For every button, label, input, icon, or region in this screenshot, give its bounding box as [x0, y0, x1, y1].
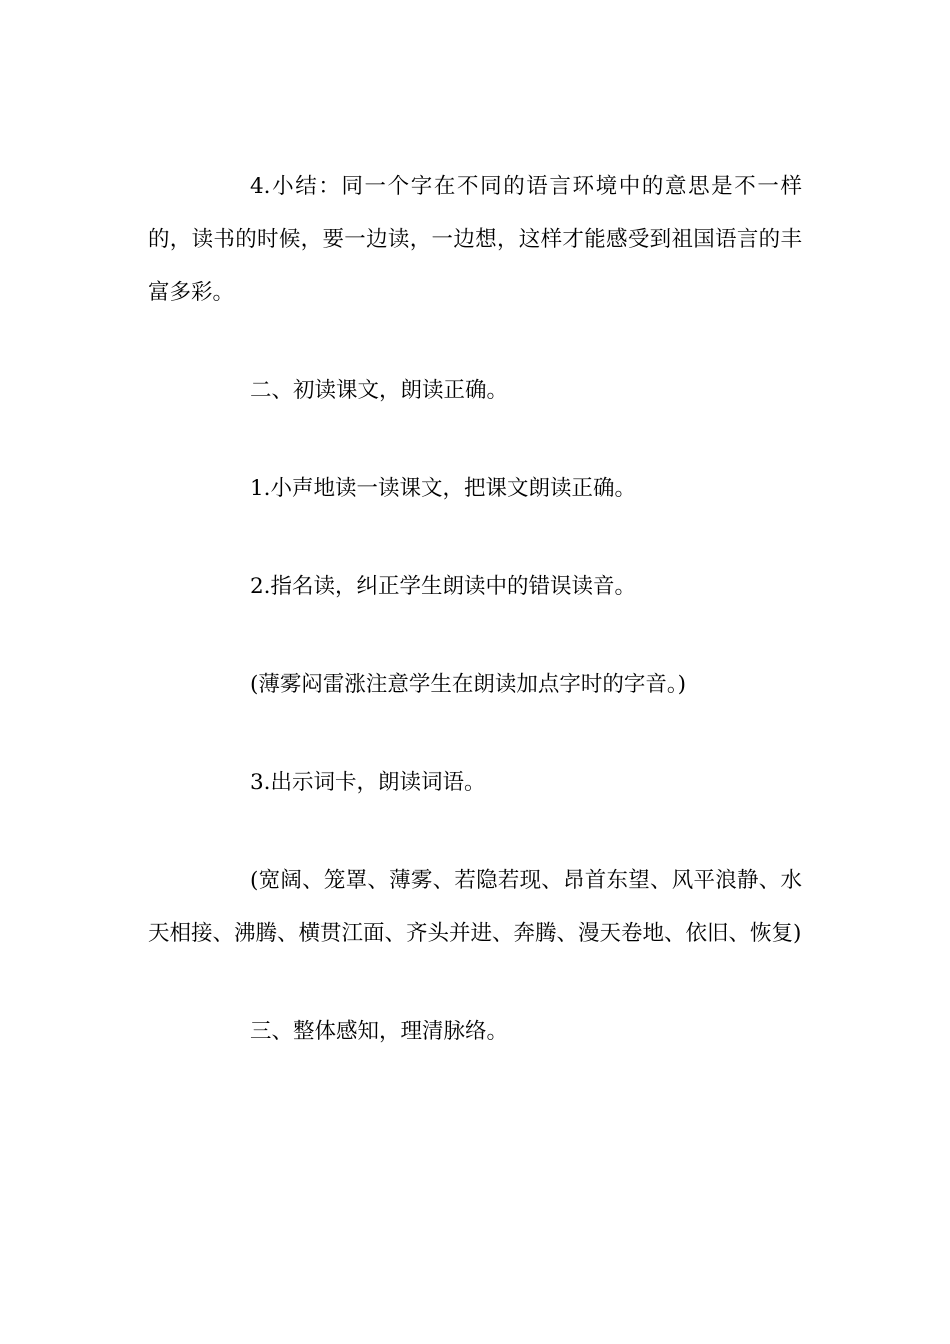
pronunciation-note: (薄雾闷雷涨注意学生在朗读加点字时的字音。)	[250, 672, 687, 697]
summary-paragraph: 4.小结：同一个字在不同的语言环境中的意思是不一样的，读书的时候，要一边读，一边想，这样才能感受到祖国语言的丰富多彩。	[148, 174, 802, 305]
step-word-cards: 3.出示词卡，朗读词语。	[250, 770, 486, 795]
section-heading-first-reading: 二、初读课文，朗读正确。	[250, 378, 509, 403]
section-heading-overall-perception: 三、整体感知，理清脉络。	[250, 1019, 509, 1044]
vocabulary-list: (宽阔、笼罩、薄雾、若隐若现、昂首东望、风平浪静、水天相接、沸腾、横贯江面、齐头并进、奔腾、漫天卷地、依旧、恢复)	[148, 868, 802, 946]
step-named-reading: 2.指名读，纠正学生朗读中的错误读音。	[250, 574, 637, 599]
document-page	[148, 160, 802, 1058]
step-read-quietly: 1.小声地读一读课文，把课文朗读正确。	[250, 476, 637, 501]
